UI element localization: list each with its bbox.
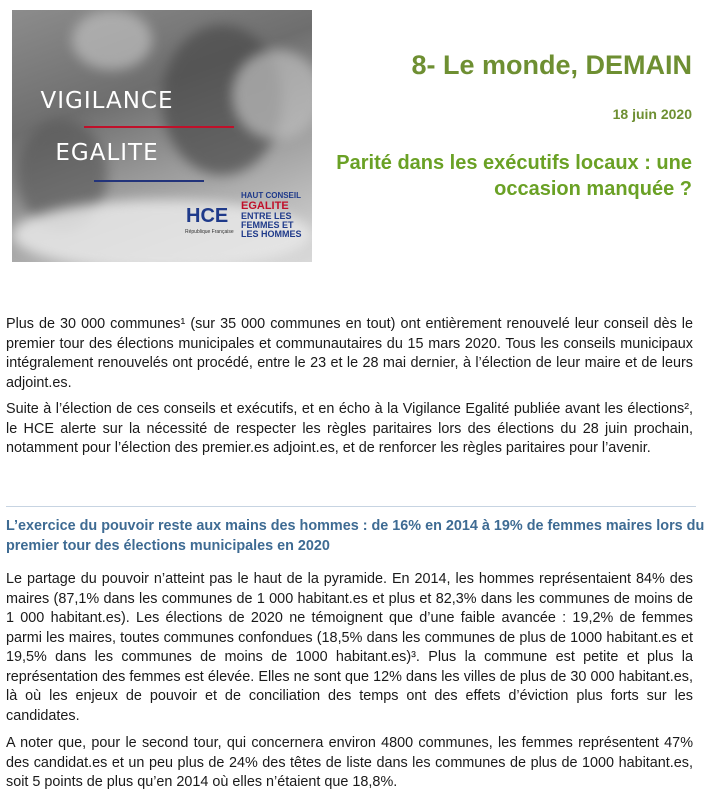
page-title: 8- Le monde, DEMAIN [411,50,692,80]
banner-blue-underline [94,180,204,182]
photo-background [232,50,312,140]
haut-conseil-logo [241,191,311,239]
banner-word-egalite: EGALITE [55,140,159,166]
paragraph-alert: Suite à l’élection de ces conseils et exécutifs, et en écho à la Vigilance Egalité publiée avant les élections², le HCE alerte sur la nécessité de respecter les règles paritaires lors des élections du 28 juin prochain, notamment pour l’élection des premier.es adjoint.es, et de renforcer les règles paritaires pour l’avenir. [6,401,693,456]
banner-image [12,10,312,262]
section-heading: L’exercice du pouvoir reste aux mains des hommes : de 16% en 2014 à 19% de femmes maires lors du premier tour des élections municipales en 2020 [6,518,705,554]
paragraph-second-round: A noter que, pour le second tour, qui concernera environ 4800 communes, les femmes représentent 47% des candidat.es et un peu plus de 24% des têtes de liste dans les communes de plus de 1000 habitant.es, soit 5 points de plus qu’en 2014 où elles n’étaient que 18,8%. [6,735,693,790]
logo-line: LES HOMMES [241,229,302,239]
banner-word-vigilance: VIGILANCE [40,88,174,114]
photo-background [72,10,152,70]
page-subtitle: Parité dans les exécutifs locaux : une occasion manquée ? [336,152,692,200]
paragraph-intro: Plus de 30 000 communes¹ (sur 35 000 communes en tout) ont entièrement renouvelé leur conseil dès le premier tour des élections municipales et communautaires du 15 mars 2020. Tous les conseils municipaux intégralement renouvelés ont procédé, entre le 23 et le 28 mai dernier, à l’élection de leur maire et de leurs adjoint.es. [6,316,693,391]
banner-red-underline [84,126,234,128]
publication-date: 18 juin 2020 [612,106,692,122]
logo-line: HAUT CONSEIL [241,191,301,200]
hce-logo: HCE [186,205,229,227]
logo-line: EGALITE [241,200,289,212]
section-divider [6,506,696,507]
republique-francaise-label: République Française [185,229,234,235]
logo-line: ENTRE LES [241,211,292,221]
paragraph-pyramid: Le partage du pouvoir n’atteint pas le haut de la pyramide. En 2014, les hommes représentaient 84% des maires (87,1% dans les communes de 1 000 habitant.es et plus et 82,3% dans les communes de moins de 1 000 habitant.es). Les élections de 2020 ne témoignent que d’une faible avancée : 19,2% de femmes parmi les maires, toutes communes confondues (18,5% dans les communes de plus de 1000 habitant.es et 19,5% dans les communes de moins de 1000 habitant.es)³. Plus la commune est petite et plus la représentation des femmes est élevée. Elles ne sont que 12% dans les villes de plus de 30 000 habitant.es, là où les enjeux de pouvoir et de conciliation des temps ont des effets d’éviction plus forts sur les candidates. [6,571,693,724]
logo-line: FEMMES ET [241,220,294,230]
